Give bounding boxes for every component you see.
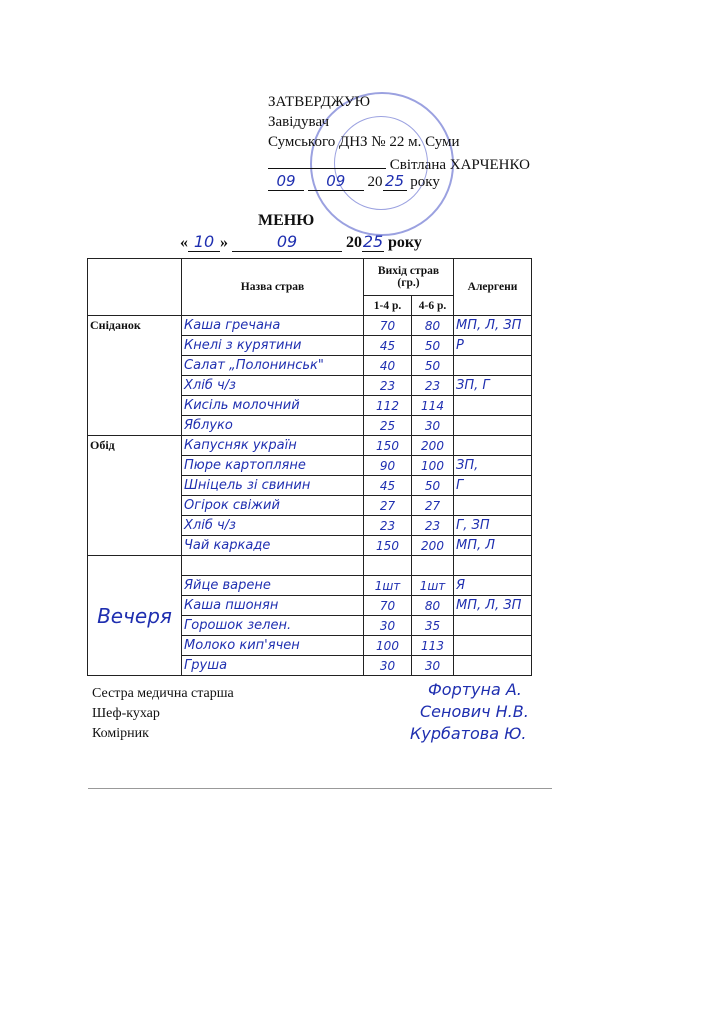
output-age1: 150 [364,436,412,456]
output-age1: 40 [364,356,412,376]
output-age2: 27 [412,496,454,516]
meal-label: Вечеря [88,556,182,676]
allergens [454,656,532,676]
dish-name: Каша гречана [182,316,364,336]
output-age1: 30 [364,616,412,636]
signatures-block [92,684,234,744]
allergens: Г, ЗП [454,516,532,536]
table-header-row [88,259,532,296]
output-age1: 100 [364,636,412,656]
allergens: МП, Л, ЗП [454,316,532,336]
output-age2: 50 [412,336,454,356]
menu-date: « 10 » 09 2025 року [180,232,422,251]
output-age2 [412,556,454,576]
approval-title: ЗАТВЕРДЖУЮ [268,94,371,110]
signature-name-nurse: Фортуна А. [428,680,522,699]
dish-name [182,556,364,576]
allergens: ЗП, Г [454,376,532,396]
output-age2: 113 [412,636,454,656]
table-row [88,316,532,336]
output-age1: 25 [364,416,412,436]
output-age2: 80 [412,596,454,616]
output-age2: 1шт [412,576,454,596]
dish-name: Хліб ч/з [182,376,364,396]
output-age2: 80 [412,316,454,336]
dish-name: Яйце варене [182,576,364,596]
allergens: Я [454,576,532,596]
allergens [454,556,532,576]
output-age2: 200 [412,536,454,556]
menu-title: МЕНЮ [258,212,315,229]
output-age1 [364,556,412,576]
allergens [454,616,532,636]
output-age1: 30 [364,656,412,676]
dish-name: Молоко кип'ячен [182,636,364,656]
dish-name: Хліб ч/з [182,516,364,536]
allergens [454,496,532,516]
allergens: ЗП, [454,456,532,476]
approval-date: 09 09 20 25 року [268,172,440,191]
header-age-1: 1-4 р. [364,296,412,316]
signature-line [268,152,386,169]
signature-role-storekeeper: Комірник [92,726,149,741]
output-age1: 112 [364,396,412,416]
dish-name: Пюре картопляне [182,456,364,476]
signature-role-nurse: Сестра медична старша [92,686,234,701]
bottom-rule [88,788,552,789]
allergens [454,396,532,416]
header-meal [88,259,182,316]
dish-name: Груша [182,656,364,676]
allergens [454,356,532,376]
meal-label: Обід [88,436,182,556]
allergens [454,636,532,656]
output-age2: 35 [412,616,454,636]
approval-org: Сумського ДНЗ № 22 м. Суми [268,134,460,150]
header-allergens: Алергени [454,259,532,316]
allergens: МП, Л [454,536,532,556]
output-age1: 23 [364,376,412,396]
approval-block [268,92,460,152]
allergens: Р [454,336,532,356]
output-age2: 114 [412,396,454,416]
header-age-2: 4-6 р. [412,296,454,316]
dish-name: Огірок свіжий [182,496,364,516]
dish-name: Шніцель зі свинин [182,476,364,496]
output-age1: 45 [364,476,412,496]
table-row [88,556,532,576]
output-age2: 100 [412,456,454,476]
dish-name: Каша пшонян [182,596,364,616]
output-age1: 70 [364,596,412,616]
dish-name: Яблуко [182,416,364,436]
allergens: МП, Л, ЗП [454,596,532,616]
output-age1: 90 [364,456,412,476]
output-age1: 150 [364,536,412,556]
dish-name: Салат „Полонинськ" [182,356,364,376]
signature-role-chef: Шеф-кухар [92,706,160,721]
dish-name: Кнелі з курятини [182,336,364,356]
output-age2: 23 [412,516,454,536]
meal-label: Сніданок [88,316,182,436]
allergens [454,436,532,456]
allergens [454,416,532,436]
dish-name: Кисіль молочний [182,396,364,416]
menu-table [87,258,532,676]
approval-name-line [268,152,530,174]
output-age2: 200 [412,436,454,456]
output-age2: 50 [412,476,454,496]
signature-name-storekeeper: Курбатова Ю. [410,724,527,743]
header-dish: Назва страв [182,259,364,316]
output-age1: 1шт [364,576,412,596]
approval-name: Світлана ХАРЧЕНКО [389,157,530,173]
allergens: Г [454,476,532,496]
signature-name-chef: Сенович Н.В. [420,702,529,721]
dish-name: Чай каркаде [182,536,364,556]
output-age1: 23 [364,516,412,536]
output-age2: 50 [412,356,454,376]
dish-name: Горошок зелен. [182,616,364,636]
approval-position: Завідувач [268,114,330,130]
header-output: Вихід страв (гр.) [364,259,454,296]
output-age1: 70 [364,316,412,336]
output-age2: 30 [412,656,454,676]
dish-name: Капусняк україн [182,436,364,456]
output-age2: 23 [412,376,454,396]
output-age1: 45 [364,336,412,356]
output-age2: 30 [412,416,454,436]
output-age1: 27 [364,496,412,516]
table-row [88,436,532,456]
